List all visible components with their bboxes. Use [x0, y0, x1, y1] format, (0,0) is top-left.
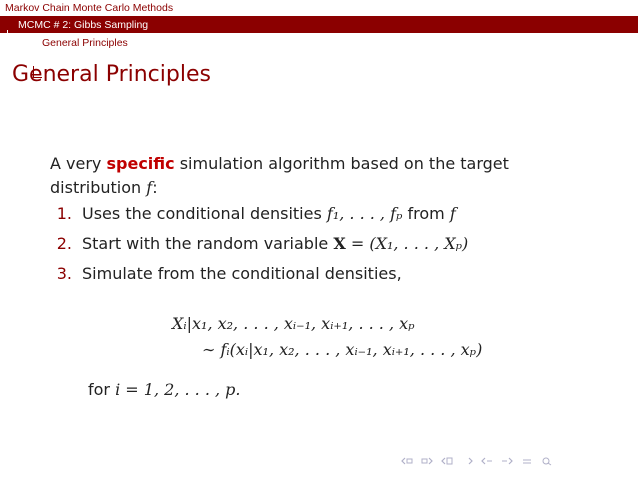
- item-math: = (X₁, . . . , Xₚ): [350, 234, 469, 253]
- item-math: f₁, . . . , fₚ: [326, 204, 403, 223]
- item-math-bold: X: [333, 234, 346, 253]
- nav-section[interactable]: [0, 0, 638, 16]
- equation-line-2: ∼ fᵢ(xᵢ|x₁, x₂, . . . , xᵢ₋₁, xᵢ₊₁, . . . , xₚ): [202, 340, 483, 359]
- intro-end: :: [152, 178, 158, 197]
- item-math: f: [449, 204, 456, 223]
- section-label: Markov Chain Monte Carlo Methods: [5, 2, 174, 14]
- equation-line-1: Xᵢ|x₁, x₂, . . . , xᵢ₋₁, xᵢ₊₁, . . . , xₚ: [172, 314, 415, 333]
- align-icon[interactable]: [520, 456, 530, 466]
- frame-label: General Principles: [42, 37, 128, 49]
- section-prev-icon[interactable]: [480, 456, 490, 466]
- step-list: [50, 202, 570, 286]
- for-line: [88, 380, 241, 399]
- page-title: General Principles: [12, 62, 211, 87]
- subsection-next-icon[interactable]: [460, 456, 470, 466]
- subsection-label: MCMC # 2: Gibbs Sampling: [18, 19, 149, 31]
- slide-body: [50, 152, 570, 292]
- intro-paragraph: [50, 152, 570, 200]
- item-text: Uses the conditional densities: [82, 204, 322, 223]
- frame-prev-icon[interactable]: [400, 456, 410, 466]
- frame-next-icon[interactable]: [420, 456, 430, 466]
- list-item: [50, 232, 570, 256]
- search-icon[interactable]: [540, 456, 550, 466]
- item-text: Simulate from the conditional densities,: [82, 264, 402, 283]
- item-number: 2.: [56, 234, 72, 253]
- section-next-icon[interactable]: [500, 456, 510, 466]
- intro-emphasis: specific: [106, 154, 175, 173]
- subsection-prev-icon[interactable]: [440, 456, 450, 466]
- item-text: from: [407, 204, 445, 223]
- list-item: [50, 262, 570, 286]
- for-text: for: [88, 380, 110, 399]
- nav-subsection[interactable]: [0, 16, 638, 33]
- intro-before: A very: [50, 154, 102, 173]
- beamer-nav-bar: [400, 456, 550, 466]
- intro-after: simulation algorithm based on the target distribution: [50, 154, 509, 197]
- nav-frame[interactable]: [0, 33, 638, 51]
- item-number: 3.: [56, 264, 72, 283]
- item-text: Start with the random variable: [82, 234, 329, 253]
- item-number: 1.: [56, 204, 72, 223]
- list-item: [50, 202, 570, 226]
- intro-math: f: [146, 178, 153, 197]
- for-math: i = 1, 2, . . . , p.: [115, 380, 241, 399]
